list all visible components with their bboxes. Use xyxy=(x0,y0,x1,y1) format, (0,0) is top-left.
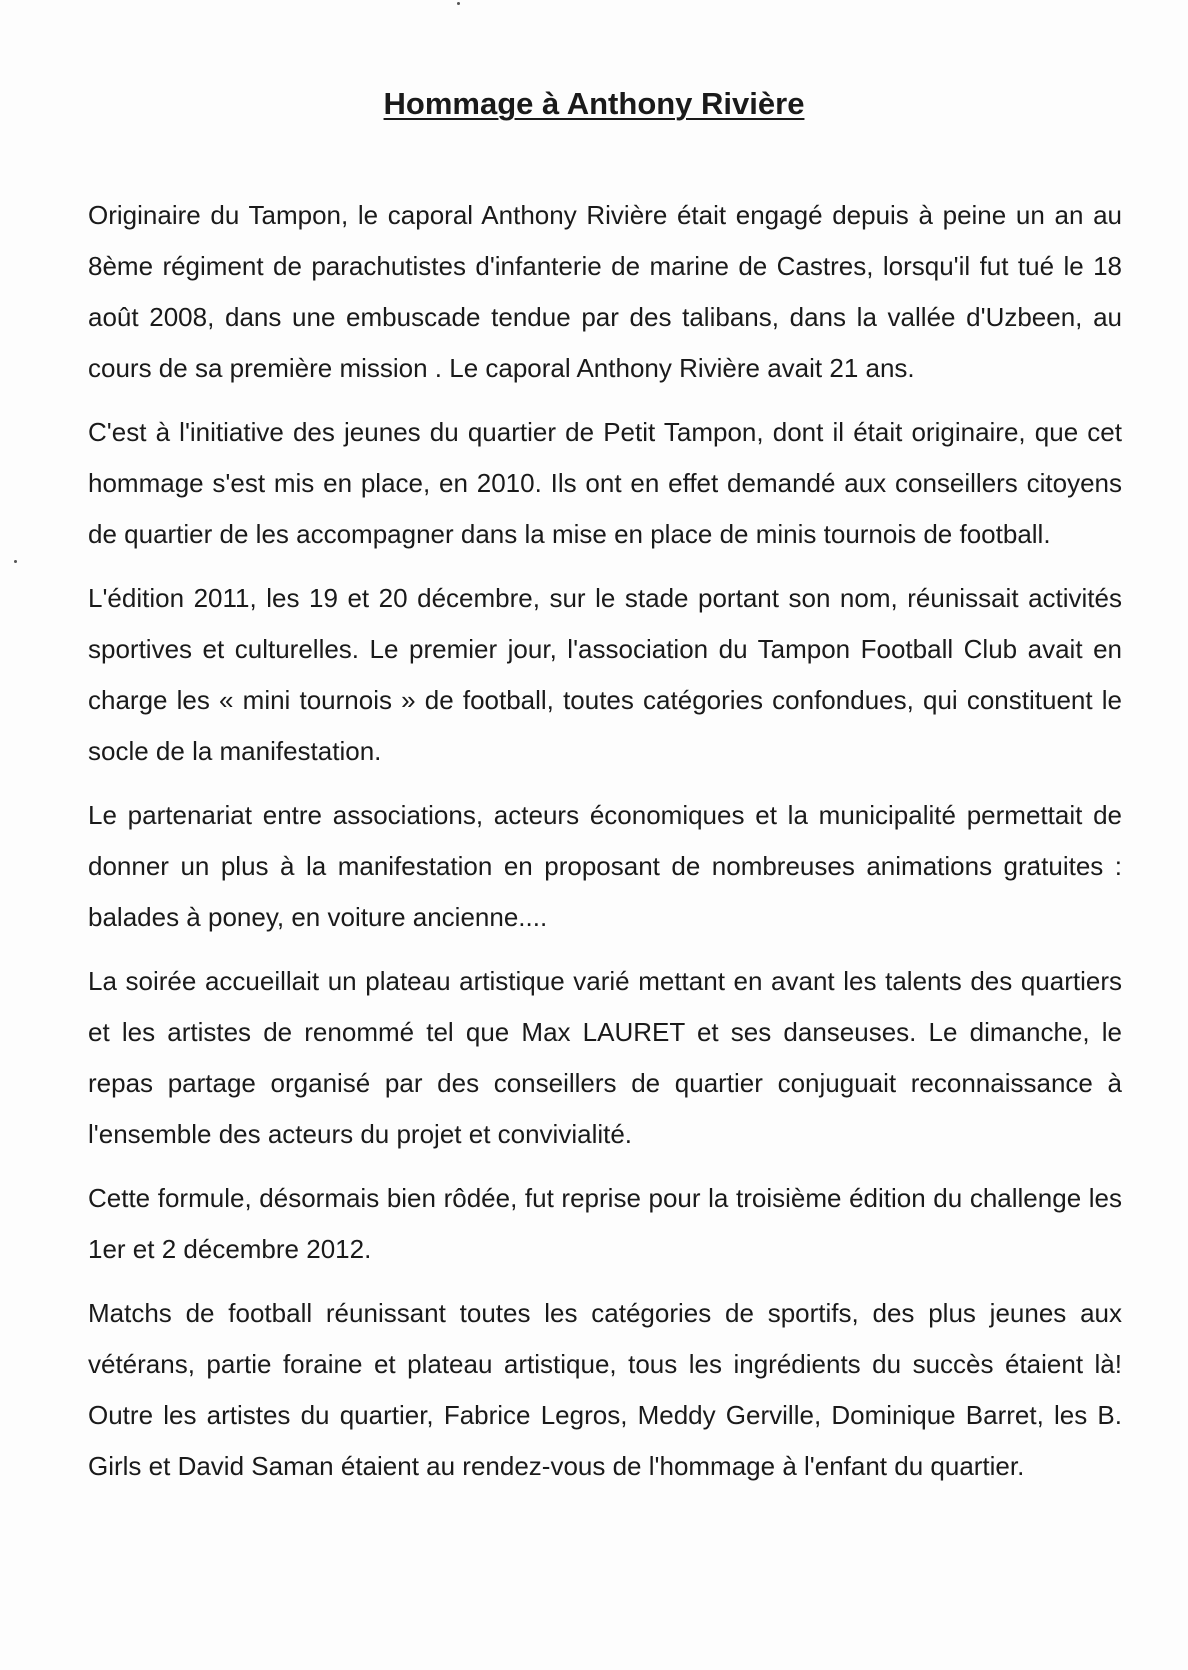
scan-speck xyxy=(457,2,460,5)
paragraph-origin: Originaire du Tampon, le caporal Anthony Rivière était engagé depuis à peine un an au 8ème régiment de parachutistes d'infanterie de marine de Castres, lorsqu'il fut tué le 18 août 2008, dans une embuscade tendue par des talibans, dans la vallée d'Uzbeen, au cours de sa première mission . Le caporal Anthony Rivière avait 21 ans. xyxy=(88,200,1122,383)
paragraph-matches: Matchs de football réunissant toutes les catégories de sportifs, des plus jeunes aux vétérans, partie foraine et plateau artistique, tous les ingrédients du succès étaient là! Outre les artistes du quartier, Fabrice Legros, Meddy Gerville, Dominique Barret, les B. Girls et David Saman étaient au rendez-vous de l'hommage à l'enfant du quartier. xyxy=(88,1298,1122,1481)
paragraph-initiative: C'est à l'initiative des jeunes du quartier de Petit Tampon, dont il était originaire, que cet hommage s'est mis en place, en 2010. Ils ont en effet demandé aux conseillers citoyens de quartier de les accompagner dans la mise en place de minis tournois de football. xyxy=(88,417,1122,549)
paragraph-evening: La soirée accueillait un plateau artistique varié mettant en avant les talents des quartiers et les artistes de renommé tel que Max LAURET et ses danseuses. Le dimanche, le repas partage organisé par des conseillers de quartier conjuguait reconnaissance à l'ensemble des acteurs du projet et convivialité. xyxy=(88,966,1122,1149)
document-title-text: Hommage à Anthony Rivière xyxy=(383,86,805,121)
paragraph-third-edition: Cette formule, désormais bien rôdée, fut reprise pour la troisième édition du challenge les 1er et 2 décembre 2012. xyxy=(88,1183,1122,1264)
scan-speck xyxy=(14,560,17,563)
document-body xyxy=(88,190,1122,1505)
document-title xyxy=(0,86,1188,122)
paragraph-edition-2011: L'édition 2011, les 19 et 20 décembre, sur le stade portant son nom, réunissait activités sportives et culturelles. Le premier jour, l'association du Tampon Football Club avait en charge les « mini tournois » de football, toutes catégories confondues, qui constituent le socle de la manifestation. xyxy=(88,583,1122,766)
paragraph-partnership: Le partenariat entre associations, acteurs économiques et la municipalité permettait de donner un plus à la manifestation en proposant de nombreuses animations gratuites : balades à poney, en voiture ancienne.... xyxy=(88,800,1122,932)
